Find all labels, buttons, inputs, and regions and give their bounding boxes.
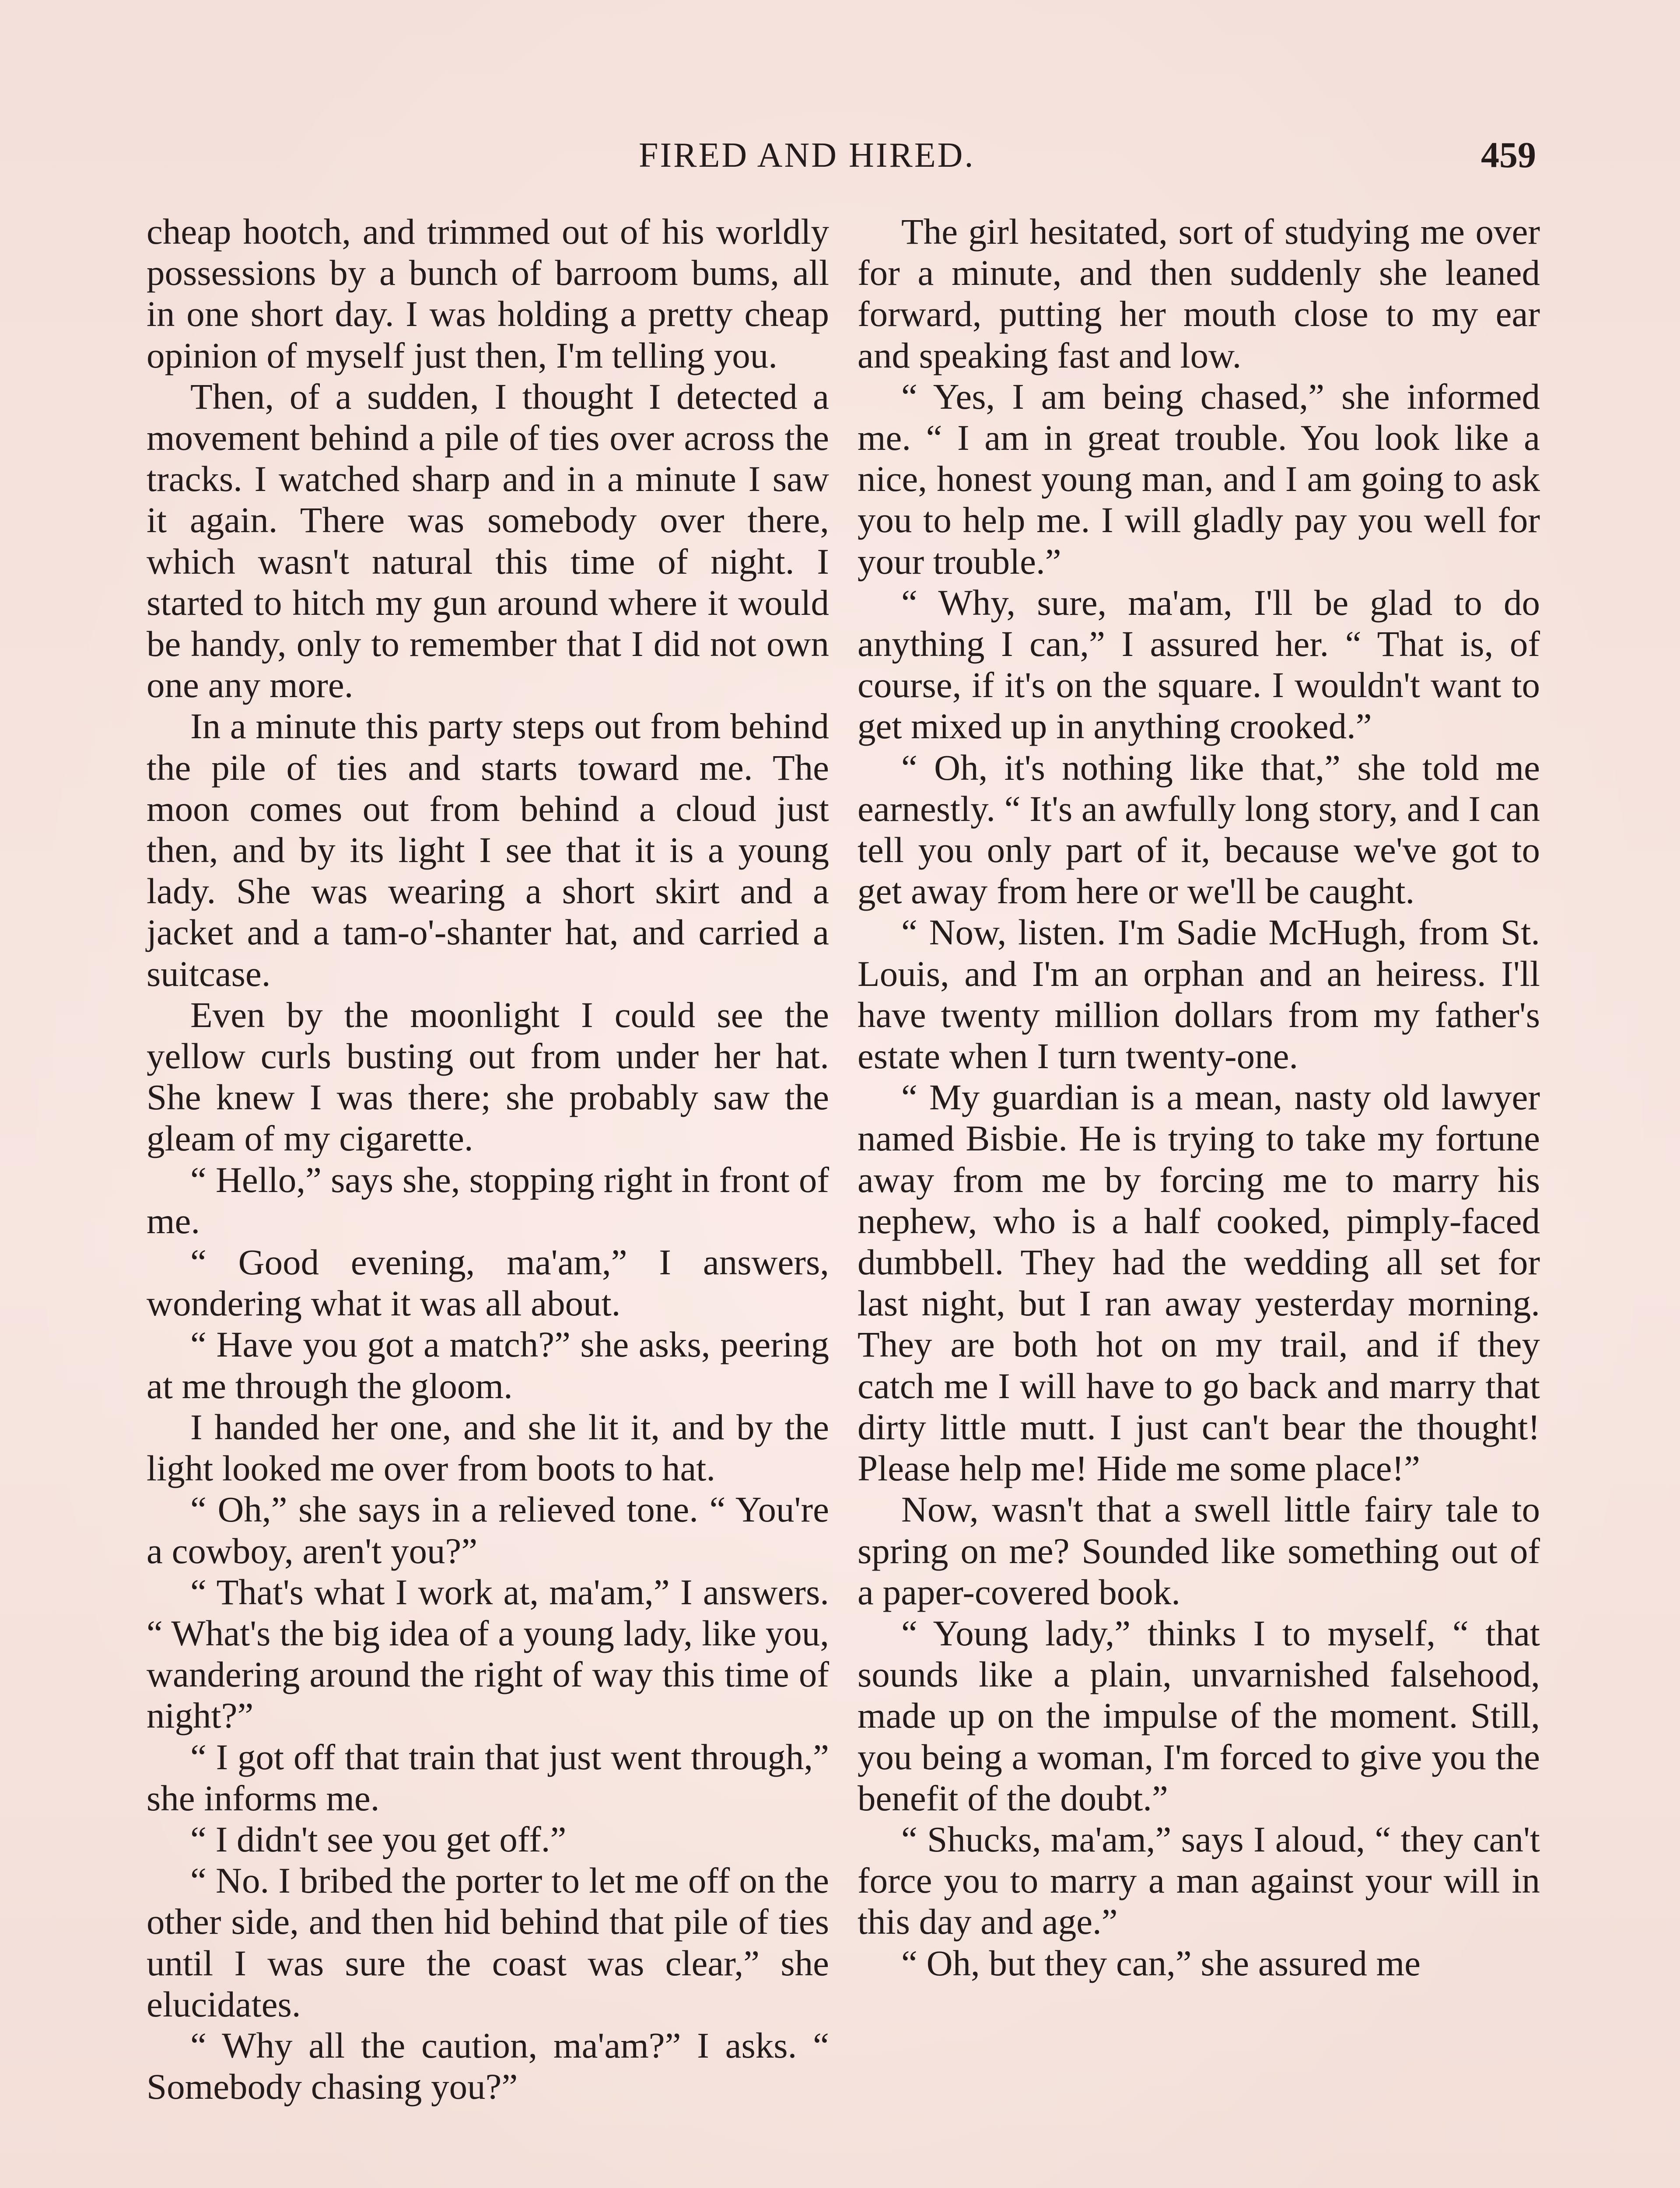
paragraph: I handed her one, and she lit it, and by the light looked me over from boots to hat. xyxy=(147,1406,829,1489)
page-number: 459 xyxy=(1481,135,1536,175)
paragraph: “ Shucks, ma'am,” says I aloud, “ they can't force you to marry a man against your will in this day and age.” xyxy=(858,1819,1540,1942)
paragraph: “ I got off that train that just went through,” she informs me. xyxy=(147,1736,829,1818)
paragraph: Now, wasn't that a swell little fairy tale to spring on me? Sounded like something out of a paper-covered book. xyxy=(858,1489,1540,1612)
paragraph: “ Now, listen. I'm Sadie McHugh, from St. Louis, and I'm an orphan and an heiress. I'll have twenty million dollars from my father's estate when I turn twenty-one. xyxy=(858,912,1540,1076)
page-header xyxy=(0,131,1680,179)
right-text-column xyxy=(858,211,1540,1984)
paragraph: “ Oh, but they can,” she assured me xyxy=(901,1943,1421,1983)
paragraph: “ Yes, I am being chased,” she informed me. “ I am in great trouble. You look like a nice, honest young man, and I am going to ask you to help me. I will gladly pay you well for your trouble.” xyxy=(858,376,1540,582)
paragraph: “ Why, sure, ma'am, I'll be glad to do anything I can,” I assured her. “ That is, of course, if it's on the square. I wouldn't want to get mixed up in anything crooked.” xyxy=(858,582,1540,747)
paragraph: “ Oh, it's nothing like that,” she told me earnestly. “ It's an awfully long story, and I can tell you only part of it, because we've got to get away from here or we'll be caught. xyxy=(858,747,1540,912)
paragraph: “ I didn't see you get off.” xyxy=(190,1819,567,1859)
left-text-column xyxy=(147,211,829,2107)
paragraph: In a minute this party steps out from behind the pile of ties and starts toward me. The moon comes out from behind a cloud just then, and by its light I see that it is a young lady. She was wearing a short skirt and a jacket and a tam-o'-shanter hat, and carried a suitcase. xyxy=(147,706,829,994)
paragraph: “ Young lady,” thinks I to myself, “ that sounds like a plain, unvarnished falsehood, made up on the impulse of the moment. Still, you being a woman, I'm forced to give you the benefit of the doubt.” xyxy=(858,1613,1540,1818)
paragraph: “ No. I bribed the porter to let me off on the other side, and then hid behind that pile of ties until I was sure the coast was clear,” she elucidates. xyxy=(147,1860,829,2024)
paragraph: The girl hesitated, sort of studying me over for a minute, and then suddenly she leaned forward, putting her mouth close to my ear and speaking fast and low. xyxy=(858,211,1540,375)
paragraph: Even by the moonlight I could see the yellow curls busting out from under her hat. She knew I was there; she probably saw the gleam of my cigarette. xyxy=(147,994,829,1159)
paragraph: “ My guardian is a mean, nasty old lawyer named Bisbie. He is trying to take my fortune away from me by forcing me to marry his nephew, who is a half cooked, pimply-faced dumbbell. They had the wedding all set for last night, but I ran away yesterday morning. They are both hot on my trail, and if they catch me I will have to go back and marry that dirty little mutt. I just can't bear the thought! Please help me! Hide me some place!” xyxy=(858,1077,1540,1489)
paragraph: “ That's what I work at, ma'am,” I answers. “ What's the big idea of a young lady, like you, wandering around the right of way this time of night?” xyxy=(147,1571,829,1736)
running-title: FIRED AND HIRED. xyxy=(639,136,975,175)
paragraph: “ Good evening, ma'am,” I answers, wondering what it was all about. xyxy=(147,1242,829,1324)
paragraph: “ Hello,” says she, stopping right in front of me. xyxy=(147,1159,829,1241)
paragraph: cheap hootch, and trimmed out of his worldly possessions by a bunch of barroom bums, all in one short day. I was holding a pretty cheap opinion of myself just then, I'm telling you. xyxy=(147,211,829,375)
paragraph: Then, of a sudden, I thought I detected a movement behind a pile of ties over across the tracks. I watched sharp and in a minute I saw it again. There was somebody over there, which wasn't natural this time of night. I started to hitch my gun around where it would be handy, only to remember that I did not own one any more. xyxy=(147,376,829,705)
paragraph: “ Why all the caution, ma'am?” I asks. “ Somebody chasing you?” xyxy=(147,2025,829,2107)
paragraph: “ Have you got a match?” she asks, peering at me through the gloom. xyxy=(147,1324,829,1406)
paragraph: “ Oh,” she says in a relieved tone. “ You're a cowboy, aren't you?” xyxy=(147,1489,829,1571)
